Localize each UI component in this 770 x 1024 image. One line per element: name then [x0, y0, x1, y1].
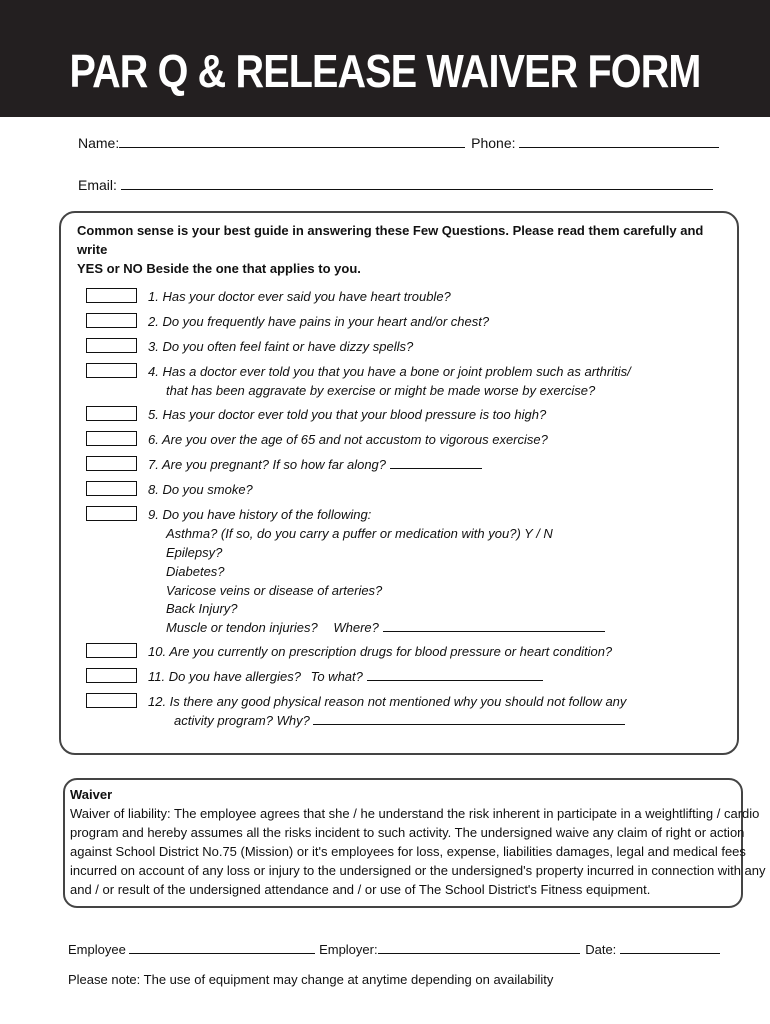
employee-label: Employee: [68, 942, 126, 957]
answer-box-7[interactable]: [86, 456, 137, 471]
employer-label: Employer:: [319, 942, 378, 957]
where-label: Where?: [333, 620, 379, 635]
question-3-text: 3. Do you often feel faint or have dizzy spells?: [148, 339, 414, 354]
allergy-what-label: To what?: [310, 669, 363, 684]
waiver-line-1: Waiver of liability: The employee agrees that she / he understand the risk inherent in participate in a weightlifting / cardio: [70, 806, 760, 821]
answer-box-2[interactable]: [86, 313, 137, 328]
waiver-line-3: against School District No.75 (Mission) or it's employees for loss, expense, liabilities damages, legal and medical fees: [70, 844, 746, 859]
waiver-line-4: incurred on account of any loss or injury to the undersigned or the undersigned's property incurred in connection with any: [70, 863, 766, 878]
email-row: [78, 176, 713, 193]
allergies-field[interactable]: [367, 667, 543, 681]
answer-box-6[interactable]: [86, 431, 137, 446]
history-varicose: Varicose veins or disease of arteries?: [166, 583, 383, 598]
name-field[interactable]: [119, 134, 465, 148]
question-7-text-row: [148, 455, 482, 474]
answer-box-12[interactable]: [86, 693, 137, 708]
history-asthma: Asthma? (If so, do you carry a puffer or medication with you?) Y / N: [166, 526, 553, 541]
question-11-text-row: [148, 667, 543, 686]
answer-box-3[interactable]: [86, 338, 137, 353]
question-4-text: 4. Has a doctor ever told you that you have a bone or joint problem such as arthritis/: [148, 364, 631, 379]
question-8-text: 8. Do you smoke?: [148, 482, 253, 497]
waiver-title: Waiver: [70, 787, 113, 802]
instructions: [77, 221, 717, 278]
phone-label: Phone:: [471, 135, 516, 151]
answer-box-4[interactable]: [86, 363, 137, 378]
injury-location-field[interactable]: [383, 618, 605, 632]
instructions-line-2: YES or NO Beside the one that applies to you.: [77, 261, 361, 276]
form-title: PAR Q & RELEASE WAIVER FORM: [69, 45, 701, 97]
answer-box-11[interactable]: [86, 668, 137, 683]
answer-box-9[interactable]: [86, 506, 137, 521]
signature-row: [68, 940, 720, 957]
waiver-line-2: program and hereby assumes all the risks incident to such activity. The undersigned waive any claim of right or action: [70, 825, 745, 840]
pregnancy-duration-field[interactable]: [390, 455, 482, 469]
date-label: Date:: [585, 942, 617, 957]
employer-signature-field[interactable]: [378, 940, 580, 954]
availability-note: Please note: The use of equipment may change at anytime depending on availability: [68, 972, 554, 987]
history-back-injury: Back Injury?: [166, 601, 238, 616]
instructions-line-1: Common sense is your best guide in answering these Few Questions. Please read them carefully and write: [77, 223, 704, 257]
name-label: Name:: [78, 135, 120, 151]
email-label: Email:: [78, 177, 117, 193]
reason-field[interactable]: [313, 711, 625, 725]
history-muscle: Muscle or tendon injuries?: [166, 620, 318, 635]
question-12-text-cont: activity program? Why?: [174, 713, 310, 728]
question-7-text: 7. Are you pregnant? If so how far along?: [148, 457, 387, 472]
question-11-text: 11. Do you have allergies?: [148, 669, 301, 684]
question-12-text-cont-row: [174, 711, 625, 730]
history-muscle-row: [166, 618, 605, 637]
date-field[interactable]: [620, 940, 720, 954]
history-epilepsy: Epilepsy?: [166, 545, 223, 560]
history-diabetes: Diabetes?: [166, 564, 225, 579]
answer-box-10[interactable]: [86, 643, 137, 658]
waiver-text: [70, 804, 766, 899]
question-2-text: 2. Do you frequently have pains in your heart and/or chest?: [148, 314, 490, 329]
form-header: [0, 0, 770, 117]
name-phone-row: [78, 134, 719, 151]
question-5-text: 5. Has your doctor ever told you that your blood pressure is too high?: [148, 407, 547, 422]
question-9-text: 9. Do you have history of the following:: [148, 507, 372, 522]
question-6-text: 6. Are you over the age of 65 and not accustom to vigorous exercise?: [148, 432, 548, 447]
question-4-text-cont: that has been aggravate by exercise or might be made worse by exercise?: [166, 383, 596, 398]
waiver-line-5: and / or result of the undersigned attendance and / or use of The School District's Fitness equipment.: [70, 882, 651, 897]
question-12-text: 12. Is there any good physical reason not mentioned why you should not follow any: [148, 694, 627, 709]
question-10-text: 10. Are you currently on prescription drugs for blood pressure or heart condition?: [148, 644, 613, 659]
email-field[interactable]: [121, 176, 713, 190]
answer-box-5[interactable]: [86, 406, 137, 421]
phone-field[interactable]: [519, 134, 719, 148]
question-1-text: 1. Has your doctor ever said you have heart trouble?: [148, 289, 451, 304]
employee-signature-field[interactable]: [129, 940, 315, 954]
answer-box-1[interactable]: [86, 288, 137, 303]
answer-box-8[interactable]: [86, 481, 137, 496]
